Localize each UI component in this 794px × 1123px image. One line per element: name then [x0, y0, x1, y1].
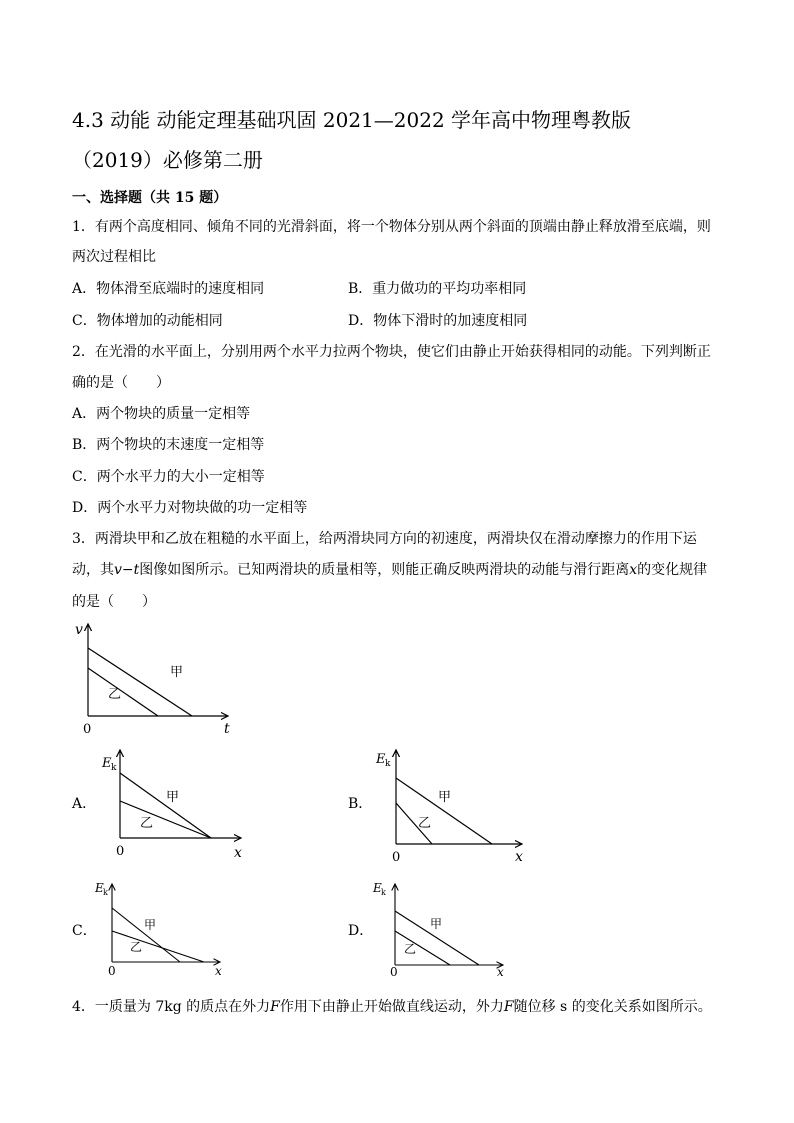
q1-line-1: 1．有两个高度相同、倾角不同的光滑斜面，将一个物体分别从两个斜面的顶端由静止释放滑至底端，则	[72, 219, 711, 235]
graph-a-origin: 0	[116, 844, 125, 859]
graph-b-ek-e: E	[376, 752, 386, 767]
q3-option-b-label: B．	[348, 796, 373, 812]
vt-v-label: v	[75, 622, 83, 638]
q4-part-b: 作用下由静止开始做直线运动，外力	[279, 999, 504, 1015]
q2-option-d: D．两个水平力对物块做的功一定相等	[72, 500, 308, 516]
vt-t-label: t	[224, 721, 230, 737]
graph-c-ek-e: E	[95, 881, 104, 895]
q4-line-1	[72, 997, 712, 1017]
vt-line-jia	[88, 648, 192, 716]
q4-f-symbol-2: F	[503, 999, 514, 1015]
q1-option-b: B．重力做功的平均功率相同	[348, 281, 527, 297]
q3-option-c-label: C．	[72, 923, 97, 939]
graph-b	[372, 745, 532, 863]
graph-d-x-label: x	[497, 965, 504, 979]
graph-c-jia: 甲	[144, 918, 157, 932]
page-title-line-1: 4.3 动能 动能定理基础巩固 2021—2022 学年高中物理粤教版	[72, 108, 632, 132]
graph-a-jia: 甲	[166, 790, 180, 805]
q3-line-2	[72, 560, 707, 580]
graph-c	[94, 878, 234, 978]
q4-part-a: 4．一质量为 7kg 的质点在外力	[72, 999, 271, 1015]
q3-line-2-part-b: 图像如图所示。已知两滑块的质量相等，则能正确反映两滑块的动能与滑行距离	[139, 562, 630, 578]
q3-line-3: 的是（ ）	[72, 594, 156, 610]
q3-x-symbol: x	[629, 562, 638, 578]
q3-option-a-label: A．	[72, 796, 97, 812]
graph-b-x-label: x	[515, 849, 523, 865]
q2-line-1: 2．在光滑的水平面上，分别用两个水平力拉两个物块，使它们由静止开始获得相同的动能。下列判断正	[72, 344, 711, 360]
q2-option-c: C．两个水平力的大小一定相等	[72, 469, 265, 485]
graph-b-yi: 乙	[418, 816, 432, 831]
graph-b-ek-k: k	[385, 759, 391, 769]
q4-part-c: 随位移 s 的变化关系如图所示。	[513, 999, 712, 1015]
graph-d-jia: 甲	[430, 917, 443, 931]
q1-option-d: D．物体下滑时的加速度相同	[348, 313, 528, 329]
vt-yi-label: 乙	[108, 687, 122, 702]
graph-d-ek-k: k	[381, 888, 386, 897]
graph-b-origin: 0	[392, 850, 401, 865]
graph-c-yi: 乙	[130, 940, 143, 954]
graph-a-ek-k: k	[111, 763, 117, 773]
graph-d-yi: 乙	[404, 942, 417, 956]
graph-a	[98, 745, 258, 863]
q3-vt-symbol: v−t	[114, 562, 140, 578]
graph-a-yi: 乙	[140, 816, 154, 831]
graph-b-line-jia	[396, 778, 492, 844]
q2-option-a: A．两个物块的质量一定相等	[72, 406, 251, 422]
graph-a-x-label: x	[234, 845, 242, 861]
q3-line-2-part-c: 的变化规律	[637, 562, 708, 578]
q3-line-1: 3．两滑块甲和乙放在粗糙的水平面上，给两滑块同方向的初速度，两滑块仅在滑动摩擦力的作用下运	[72, 531, 697, 547]
graph-d-origin: 0	[390, 965, 398, 979]
q1-option-c: C．物体增加的动能相同	[72, 313, 223, 329]
graph-a-ek-e: E	[102, 756, 112, 771]
graph-d	[370, 878, 515, 978]
q2-option-b: B．两个物块的末速度一定相等	[72, 437, 265, 453]
q3-option-d-label: D．	[348, 923, 374, 939]
q3-line-2-part-a: 动，其	[72, 562, 114, 578]
page-title-line-2: （2019）必修第二册	[72, 148, 263, 172]
graph-c-ek-k: k	[103, 888, 108, 897]
graph-c-line-yi	[112, 931, 204, 962]
q2-line-2: 确的是（ ）	[72, 375, 170, 391]
graph-d-ek-e: E	[373, 881, 382, 895]
graph-c-origin: 0	[108, 964, 116, 978]
vt-graph	[70, 618, 260, 738]
q1-line-2: 两次过程相比	[72, 249, 156, 265]
vt-line-yi	[88, 668, 158, 716]
graph-a-line-yi	[120, 801, 211, 838]
graph-b-jia: 甲	[438, 790, 452, 805]
vt-jia-label: 甲	[170, 665, 184, 680]
q4-f-symbol-1: F	[270, 999, 280, 1015]
q1-option-a: A．物体滑至底端时的速度相同	[72, 281, 265, 297]
section-heading: 一、选择题（共 15 题）	[72, 190, 228, 206]
graph-c-x-label: x	[215, 964, 222, 978]
graph-a-line-jia	[120, 773, 211, 838]
vt-origin-label: 0	[83, 722, 92, 737]
